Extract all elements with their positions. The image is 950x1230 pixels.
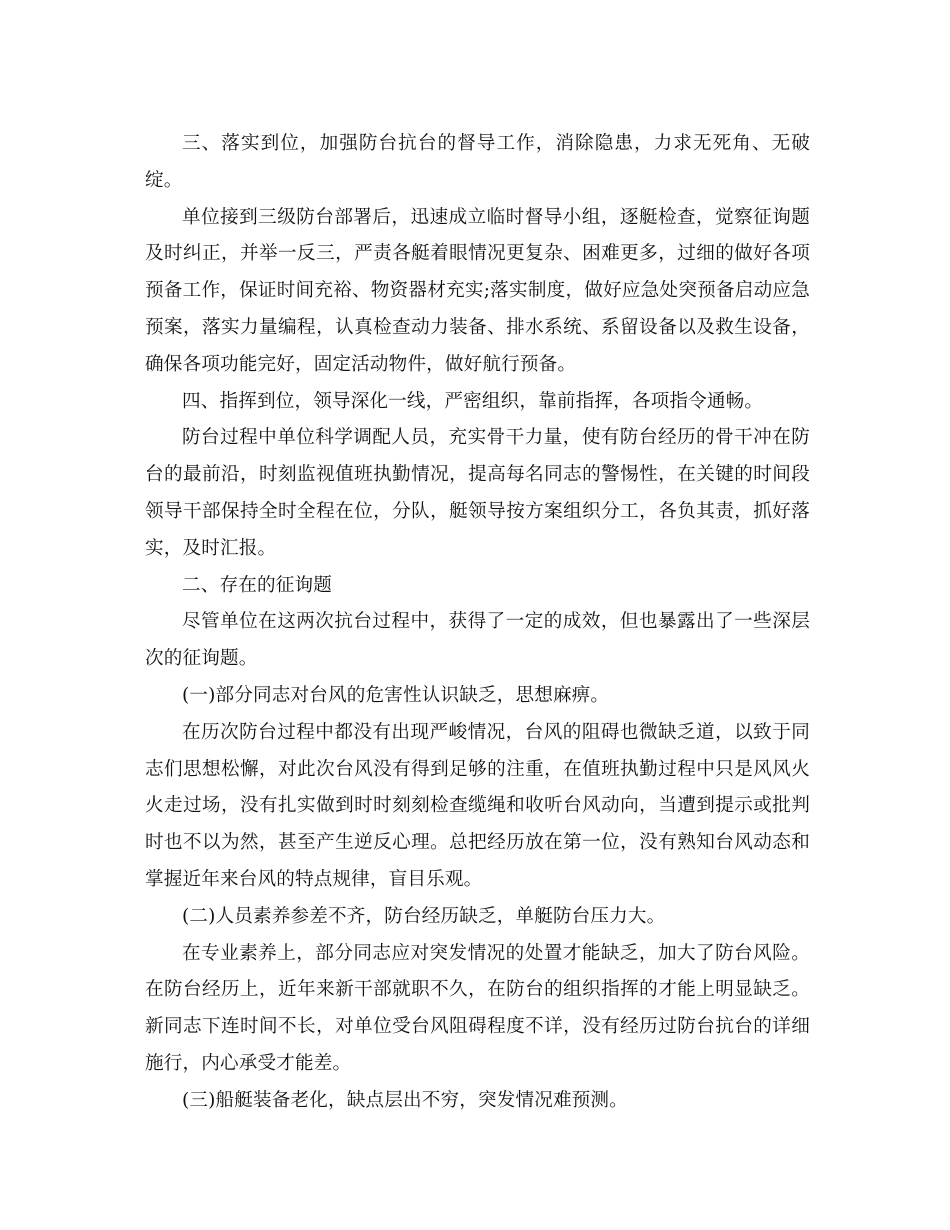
document-page xyxy=(145,126,810,1120)
subheading-personnel: (二)人员素养参差不齐，防台经历缺乏，单艇防台压力大。 xyxy=(182,905,666,927)
body-paragraph: 在专业素养上，部分同志应对突发情况的处置才能缺乏，加大了防台风险。在防台经历上，近年来新干部就职不久，在防台的组织指挥的才能上明显缺乏。新同志下连时间不长，对单位受台风阻碍程度不详，没有经历过防台抗台的详细施行，内心承受才能差。 xyxy=(145,942,810,1074)
body-paragraph: 防台过程中单位科学调配人员，充实骨干力量，使有防台经历的骨干冲在防台的最前沿，时刻监视值班执勤情况，提高每名同志的警惕性，在关键的时间段领导干部保持全时全程在位，分队，艇领导按方案组织分工，各负其责，抓好落实，及时汇报。 xyxy=(145,427,810,559)
section-heading-problems: 二、存在的征询题 xyxy=(182,574,332,596)
subheading-awareness: (一)部分同志对台风的危害性认识缺乏，思想麻痹。 xyxy=(182,684,610,706)
section-heading-implementation: 三、落实到位，加强防台抗台的督导工作，消除隐患，力求无死角、无破绽。 xyxy=(145,133,810,191)
body-paragraph: 尽管单位在这两次抗台过程中，获得了一定的成效，但也暴露出了一些深层次的征询题。 xyxy=(145,611,810,670)
body-paragraph: 单位接到三级防台部署后，迅速成立临时督导小组，逐艇检查，觉察征询题及时纠正，并举一反三，严责各艇着眼情况更复杂、困难更多，过细的做好各项预备工作，保证时间充裕、物资器材充实;落实制度，做好应急处突预备启动应急预案，落实力量编程，认真检查动力装备、排水系统、系留设备以及救生设备，确保各项功能完好，固定活动物件，做好航行预备。 xyxy=(145,206,810,375)
section-heading-command: 四、指挥到位，领导深化一线，严密组织，靠前指挥，各项指令通畅。 xyxy=(182,390,764,412)
subheading-equipment: (三)船艇装备老化，缺点层出不穷，突发情况难预测。 xyxy=(182,1089,628,1111)
body-paragraph: 在历次防台过程中都没有出现严峻情况，台风的阻碍也微缺乏道，以致于同志们思想松懈，对此次台风没有得到足够的注重，在值班执勤过程中只是风风火火走过场，没有扎实做到时时刻刻检查缆绳和收听台风动向，当遭到提示或批判时也不以为然，甚至产生逆反心理。总把经历放在第一位，没有熟知台风动态和掌握近年来台风的特点规律，盲目乐观。 xyxy=(145,721,810,890)
